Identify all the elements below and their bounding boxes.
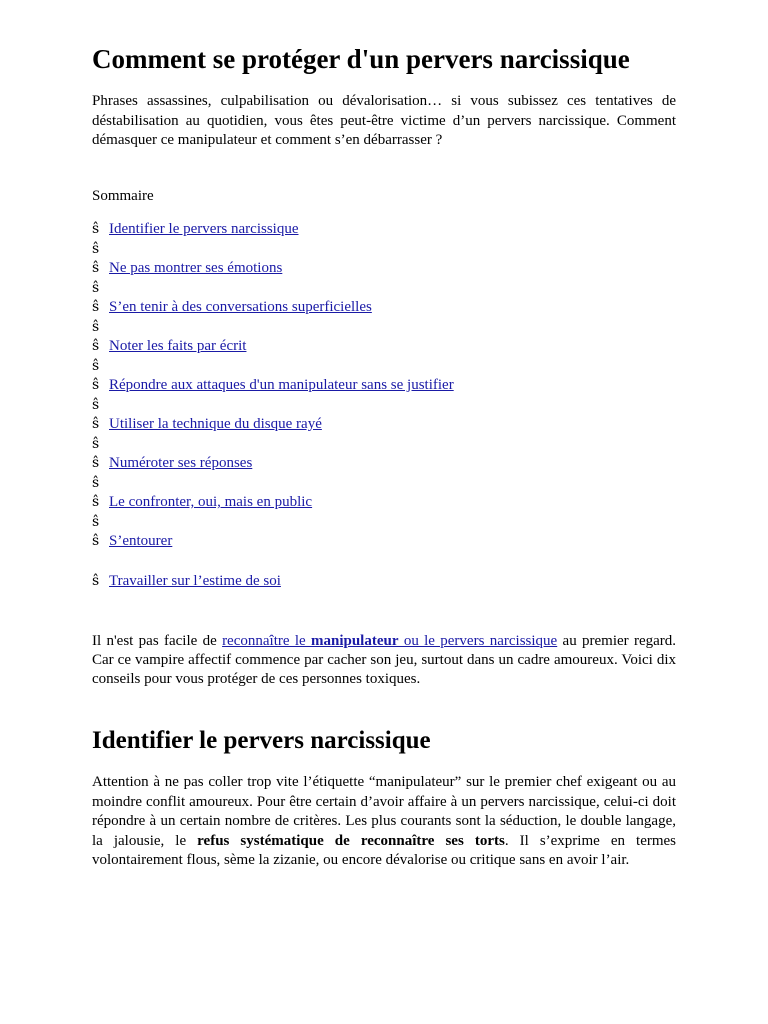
- summary-heading: Sommaire: [92, 188, 154, 204]
- toc-item: [92, 532, 459, 552]
- toc-link-numeroter[interactable]: Numéroter ses réponses: [109, 455, 253, 471]
- toc-link-entourer[interactable]: S’entourer: [109, 533, 173, 549]
- toc-item: [92, 572, 459, 592]
- toc-item: [92, 415, 459, 435]
- link-text: ou le pervers narcissique: [398, 633, 558, 649]
- toc-spacer: [92, 279, 459, 299]
- bullet-icon: ŝ: [92, 513, 100, 530]
- toc-link-conversations[interactable]: S’en tenir à des conversations superficielles: [109, 299, 372, 315]
- toc-spacer: [92, 513, 459, 533]
- bullet-icon: ŝ: [92, 533, 100, 549]
- toc-gap: [92, 552, 459, 572]
- toc-link-estime[interactable]: Travailler sur l’estime de soi: [109, 572, 281, 589]
- table-of-contents: [92, 220, 459, 591]
- section-title: Identifier le pervers narcissique: [92, 727, 431, 754]
- bullet-icon: ŝ: [92, 377, 100, 393]
- bullet-icon: ŝ: [92, 435, 100, 452]
- body2-text-2: . Il s’exprime en termes volontairement flous, sème la zizanie, ou encore dévalorise ou critique sans en avoir l’air.: [92, 832, 677, 868]
- body-paragraph-2: [92, 773, 676, 871]
- link-bold-text: manipulateur: [310, 633, 399, 649]
- toc-link-confronter[interactable]: Le confronter, oui, mais en public: [109, 494, 313, 510]
- bullet-icon: ŝ: [92, 221, 100, 237]
- toc-link-identifier[interactable]: Identifier le pervers narcissique: [109, 221, 299, 237]
- bullet-icon: ŝ: [92, 494, 100, 510]
- bullet-icon: ŝ: [92, 318, 100, 335]
- bullet-icon: ŝ: [92, 338, 100, 354]
- bullet-icon: ŝ: [92, 240, 100, 257]
- toc-spacer: [92, 318, 459, 338]
- toc-link-disque[interactable]: Utiliser la technique du disque rayé: [109, 416, 322, 432]
- toc-item: [92, 298, 459, 318]
- body1-text-before: Il n'est pas facile de: [92, 633, 223, 649]
- bullet-icon: ŝ: [92, 279, 100, 296]
- toc-spacer: [92, 435, 459, 455]
- body2-text-1: Attention à ne pas coller trop vite l’étiquette “manipulateur” sur le premier chef exigeant ou au moindre conflit amoureux. Pour être certain d’avoir affaire à un pervers narcissique, celui-ci doit répondre à un certain nombre de critères. Les plus courants sont la séduction, le double langage, la jalousie, le: [92, 774, 676, 849]
- toc-spacer: [92, 357, 459, 377]
- intro-paragraph: Phrases assassines, culpabilisation ou dévalorisation… si vous subissez ces tentatives de déstabilisation au quotidien, vous êtes peut-être victime d’un pervers narcissique. Comment démasquer ce manipulateur et comment s’en débarrasser ?: [92, 93, 676, 148]
- bullet-icon: ŝ: [92, 357, 100, 374]
- toc-item: [92, 376, 459, 396]
- body2-bold-text: refus systématique de reconnaître ses torts: [197, 832, 505, 849]
- toc-spacer: [92, 240, 459, 260]
- toc-item: [92, 259, 459, 279]
- toc-spacer: [92, 474, 459, 494]
- link-text: reconnaître le: [222, 633, 311, 649]
- page-title: Comment se protéger d'un pervers narcissique: [92, 44, 630, 74]
- toc-item: [92, 454, 459, 474]
- body-paragraph-1: [92, 632, 676, 689]
- toc-item: [92, 493, 459, 513]
- body1-text-after: au premier regard. Car ce vampire affectif commence par cacher son jeu, surtout dans un cadre amoureux. Voici dix conseils pour vous protéger de ces personnes toxiques.: [92, 633, 677, 687]
- toc-item: [92, 220, 459, 240]
- toc-link-faits[interactable]: Noter les faits par écrit: [109, 338, 247, 354]
- bullet-icon: ŝ: [92, 416, 100, 432]
- toc-item: [92, 337, 459, 357]
- bullet-icon: ŝ: [92, 396, 100, 413]
- toc-link-emotions[interactable]: Ne pas montrer ses émotions: [109, 260, 283, 276]
- manipulator-link[interactable]: [222, 633, 557, 649]
- toc-spacer: [92, 396, 459, 416]
- bullet-icon: ŝ: [92, 474, 100, 491]
- bullet-icon: ŝ: [92, 455, 100, 471]
- bullet-icon: ŝ: [92, 260, 100, 276]
- bullet-icon: ŝ: [92, 572, 100, 589]
- bullet-icon: ŝ: [92, 299, 100, 315]
- toc-link-attaques[interactable]: Répondre aux attaques d'un manipulateur sans se justifier: [109, 377, 454, 393]
